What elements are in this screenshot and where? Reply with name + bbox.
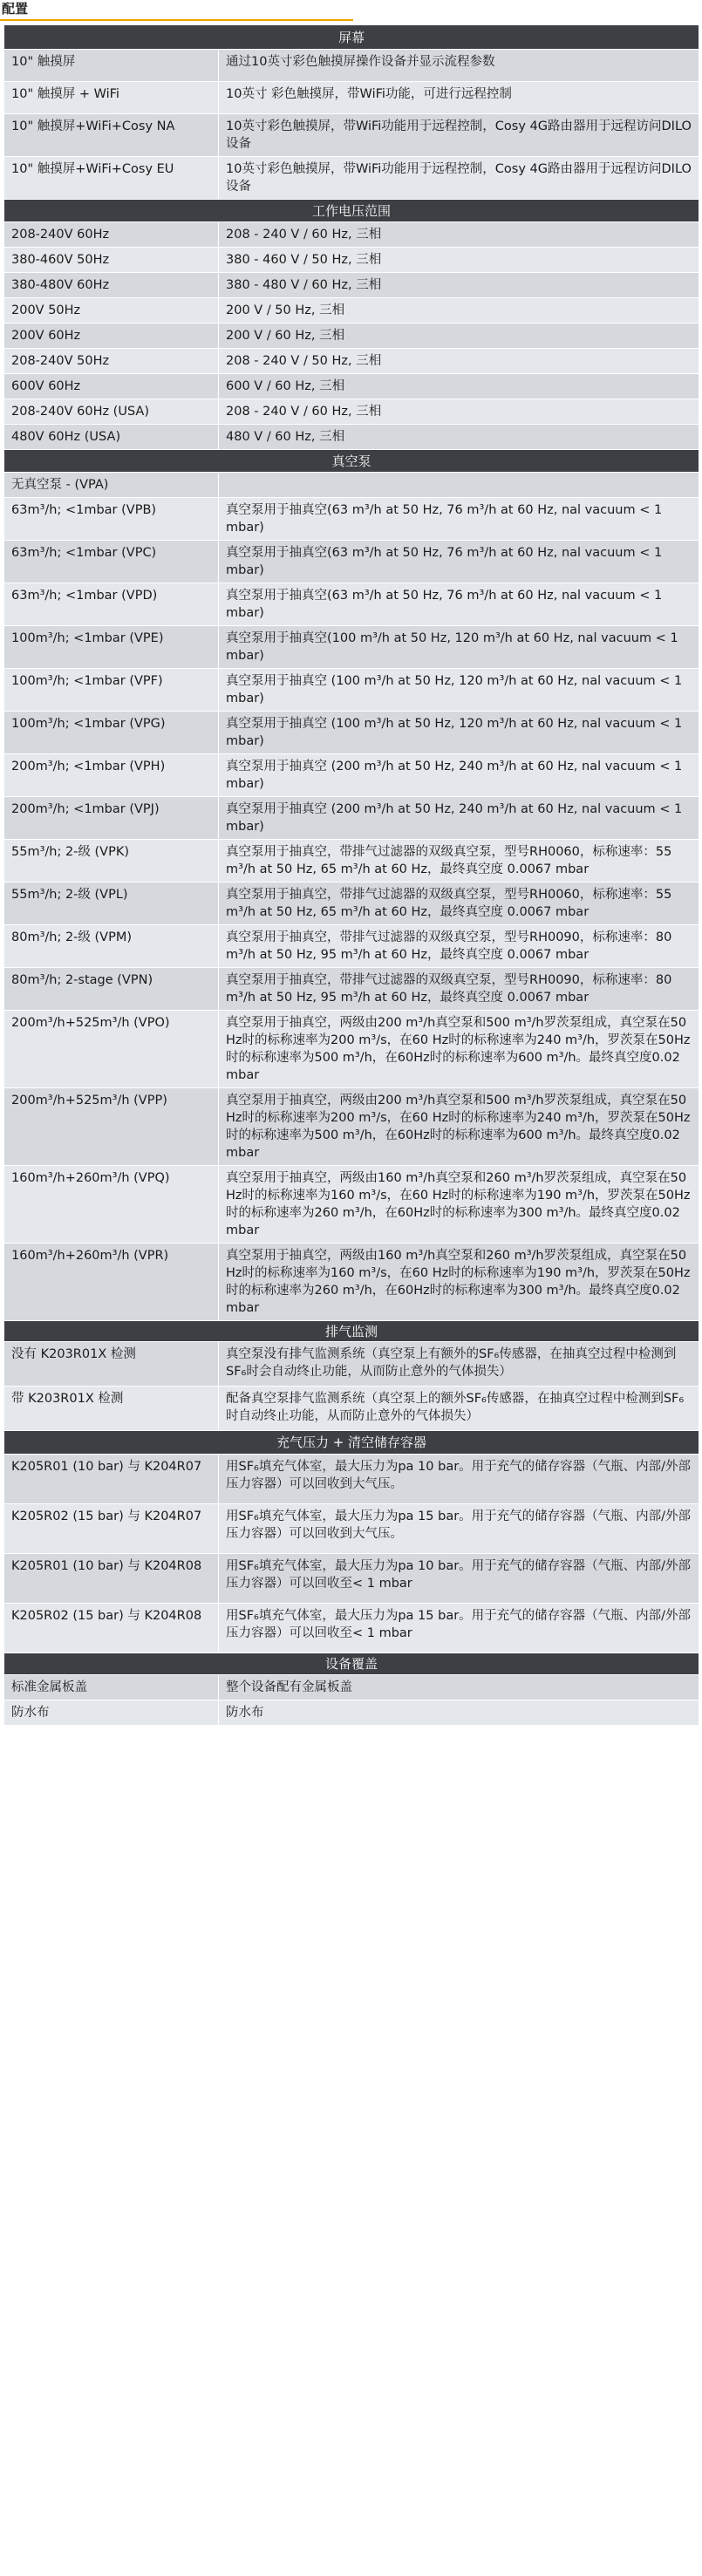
option-description-cell: 10英寸彩色触摸屏，带WiFi功能用于远程控制，Cosy 4G路由器用于远程访问DILO设备 — [219, 157, 699, 200]
option-name-cell: 380-480V 60Hz — [4, 273, 219, 298]
option-description-cell: 480 V / 60 Hz, 三相 — [219, 425, 699, 450]
section-header — [4, 1653, 699, 1675]
table-row — [4, 298, 699, 324]
option-name-cell: 80m³/h; 2-stage (VPN) — [4, 968, 219, 1011]
option-name-cell: 55m³/h; 2-级 (VPL) — [4, 883, 219, 925]
option-name-cell: 10" 触摸屏 + WiFi — [4, 82, 219, 114]
option-description-cell: 200 V / 60 Hz, 三相 — [219, 324, 699, 349]
option-name-cell: 200m³/h+525m³/h (VPP) — [4, 1088, 219, 1166]
option-description-cell: 真空泵用于抽真空 (200 m³/h at 50 Hz, 240 m³/h at 60 Hz, nal vacuum < 1 mbar) — [219, 797, 699, 840]
option-name-cell: 200V 50Hz — [4, 298, 219, 324]
table-row — [4, 374, 699, 399]
table-row — [4, 1244, 699, 1321]
table-row — [4, 669, 699, 712]
option-name-cell: 63m³/h; <1mbar (VPC) — [4, 541, 219, 583]
table-row — [4, 925, 699, 968]
option-description-cell: 用SF₆填充气体室，最大压力为pa 10 bar。用于充气的储存容器（气瓶、内部/外部压力容器）可以回收至< 1 mbar — [219, 1554, 699, 1604]
table-row — [4, 968, 699, 1011]
section-header — [4, 450, 699, 473]
section-title: 充气压力 + 清空储存容器 — [4, 1431, 699, 1455]
table-row — [4, 712, 699, 754]
option-description-cell: 380 - 460 V / 50 Hz, 三相 — [219, 248, 699, 273]
table-row — [4, 1700, 699, 1726]
table-row — [4, 1554, 699, 1604]
table-row — [4, 82, 699, 114]
option-name-cell: K205R02 (15 bar) 与 K204R08 — [4, 1604, 219, 1653]
option-name-cell: 63m³/h; <1mbar (VPB) — [4, 498, 219, 541]
table-row — [4, 425, 699, 450]
option-description-cell: 真空泵用于抽真空 (100 m³/h at 50 Hz, 120 m³/h at 60 Hz, nal vacuum < 1 mbar) — [219, 712, 699, 754]
option-name-cell: 208-240V 60Hz (USA) — [4, 399, 219, 425]
table-row — [4, 1342, 699, 1387]
table-row — [4, 114, 699, 157]
table-row — [4, 1387, 699, 1431]
table-row — [4, 248, 699, 273]
option-name-cell: 10" 触摸屏+WiFi+Cosy EU — [4, 157, 219, 200]
option-description-cell: 整个设备配有金属板盖 — [219, 1675, 699, 1700]
option-name-cell: K205R01 (10 bar) 与 K204R07 — [4, 1455, 219, 1504]
table-row — [4, 324, 699, 349]
table-row — [4, 1455, 699, 1504]
option-name-cell: 100m³/h; <1mbar (VPE) — [4, 626, 219, 669]
option-description-cell: 配备真空泵排气监测系统（真空泵上的额外SF₆传感器，在抽真空过程中检测到SF₆时自动终止功能，从而防止意外的气体损失） — [219, 1387, 699, 1431]
option-description-cell: 真空泵用于抽真空，带排气过滤器的双级真空泵，型号RH0060，标称速率：55 m³/h at 50 Hz, 65 m³/h at 60 Hz，最终真空度 0.0067 mbar — [219, 840, 699, 883]
option-name-cell: 600V 60Hz — [4, 374, 219, 399]
option-description-cell: 真空泵用于抽真空，两级由160 m³/h真空泵和260 m³/h罗茨泵组成，真空泵在50 Hz时的标称速率为160 m³/s，在60 Hz时的标称速率为190 m³/h，罗茨泵在50Hz时的标称速率为260 m³/h，在60Hz时的标称速率为300 m³/h。最终真空度0.02 mbar — [219, 1166, 699, 1244]
option-description-cell: 通过10英寸彩色触摸屏操作设备并显示流程参数 — [219, 50, 699, 82]
option-description-cell: 10英寸彩色触摸屏，带WiFi功能用于远程控制，Cosy 4G路由器用于远程访问DILO设备 — [219, 114, 699, 157]
option-name-cell: 63m³/h; <1mbar (VPD) — [4, 583, 219, 626]
option-name-cell: 208-240V 50Hz — [4, 349, 219, 374]
table-row — [4, 1675, 699, 1700]
option-description-cell: 200 V / 50 Hz, 三相 — [219, 298, 699, 324]
section-title: 设备覆盖 — [4, 1653, 699, 1675]
option-description-cell: 208 - 240 V / 60 Hz, 三相 — [219, 399, 699, 425]
table-row — [4, 222, 699, 248]
option-description-cell: 10英寸 彩色触摸屏，带WiFi功能，可进行远程控制 — [219, 82, 699, 114]
option-description-cell: 600 V / 60 Hz, 三相 — [219, 374, 699, 399]
option-description-cell: 208 - 240 V / 60 Hz, 三相 — [219, 222, 699, 248]
table-row — [4, 541, 699, 583]
option-description-cell: 真空泵用于抽真空 (100 m³/h at 50 Hz, 120 m³/h at 60 Hz, nal vacuum < 1 mbar) — [219, 669, 699, 712]
option-description-cell: 防水布 — [219, 1700, 699, 1726]
option-description-cell: 用SF₆填充气体室，最大压力为pa 15 bar。用于充气的储存容器（气瓶、内部/外部压力容器）可以回收到大气压。 — [219, 1504, 699, 1554]
option-name-cell: 无真空泵 - (VPA) — [4, 473, 219, 498]
title-underline — [0, 19, 353, 21]
option-name-cell: 10" 触摸屏 — [4, 50, 219, 82]
table-row — [4, 583, 699, 626]
option-description-cell: 真空泵用于抽真空，带排气过滤器的双级真空泵，型号RH0060，标称速率：55 m³/h at 50 Hz, 65 m³/h at 60 Hz，最终真空度 0.0067 mbar — [219, 883, 699, 925]
option-name-cell: 带 K203R01X 检测 — [4, 1387, 219, 1431]
section-header — [4, 1431, 699, 1455]
option-description-cell: 真空泵用于抽真空，两级由200 m³/h真空泵和500 m³/h罗茨泵组成，真空泵在50 Hz时的标称速率为200 m³/s，在60 Hz时的标称速率为240 m³/h，罗茨泵在50Hz时的标称速率为500 m³/h，在60Hz时的标称速率为600 m³/h。最终真空度0.02 mbar — [219, 1088, 699, 1166]
section-title: 工作电压范围 — [4, 200, 699, 222]
option-name-cell: 80m³/h; 2-级 (VPM) — [4, 925, 219, 968]
option-description-cell: 真空泵没有排气监测系统（真空泵上有额外的SF₆传感器，在抽真空过程中检测到SF₆时会自动终止功能，从而防止意外的气体损失） — [219, 1342, 699, 1387]
option-name-cell: K205R02 (15 bar) 与 K204R07 — [4, 1504, 219, 1554]
table-row — [4, 399, 699, 425]
option-description-cell: 真空泵用于抽真空，带排气过滤器的双级真空泵，型号RH0090，标称速率：80 m³/h at 50 Hz, 95 m³/h at 60 Hz，最终真空度 0.0067 mbar — [219, 925, 699, 968]
table-row — [4, 157, 699, 200]
table-row — [4, 273, 699, 298]
option-name-cell: K205R01 (10 bar) 与 K204R08 — [4, 1554, 219, 1604]
option-name-cell: 200m³/h+525m³/h (VPO) — [4, 1011, 219, 1088]
option-description-cell: 真空泵用于抽真空，两级由160 m³/h真空泵和260 m³/h罗茨泵组成，真空泵在50 Hz时的标称速率为160 m³/s，在60 Hz时的标称速率为190 m³/h，罗茨泵在50Hz时的标称速率为260 m³/h，在60Hz时的标称速率为300 m³/h。最终真空度0.02 mbar — [219, 1244, 699, 1321]
option-name-cell: 100m³/h; <1mbar (VPG) — [4, 712, 219, 754]
option-name-cell: 没有 K203R01X 检测 — [4, 1342, 219, 1387]
section-title: 真空泵 — [4, 450, 699, 473]
page-title: 配置 — [2, 1, 29, 17]
option-description-cell: 真空泵用于抽真空，带排气过滤器的双级真空泵，型号RH0090，标称速率：80 m³/h at 50 Hz, 95 m³/h at 60 Hz，最终真空度 0.0067 mbar — [219, 968, 699, 1011]
table-row — [4, 1011, 699, 1088]
option-description-cell: 真空泵用于抽真空(63 m³/h at 50 Hz, 76 m³/h at 60 Hz, nal vacuum < 1 mbar) — [219, 583, 699, 626]
table-row — [4, 498, 699, 541]
table-row — [4, 473, 699, 498]
table-row — [4, 626, 699, 669]
option-description-cell: 真空泵用于抽真空(100 m³/h at 50 Hz, 120 m³/h at 60 Hz, nal vacuum < 1 mbar) — [219, 626, 699, 669]
option-name-cell: 100m³/h; <1mbar (VPF) — [4, 669, 219, 712]
table-row — [4, 1088, 699, 1166]
option-name-cell: 200m³/h; <1mbar (VPH) — [4, 754, 219, 797]
option-name-cell: 55m³/h; 2-级 (VPK) — [4, 840, 219, 883]
option-name-cell: 380-460V 50Hz — [4, 248, 219, 273]
config-table — [3, 24, 699, 1726]
option-name-cell: 200m³/h; <1mbar (VPJ) — [4, 797, 219, 840]
section-header — [4, 200, 699, 222]
table-row — [4, 1604, 699, 1653]
table-row — [4, 840, 699, 883]
option-description-cell: 真空泵用于抽真空 (200 m³/h at 50 Hz, 240 m³/h at 60 Hz, nal vacuum < 1 mbar) — [219, 754, 699, 797]
section-title: 屏幕 — [4, 25, 699, 50]
section-title: 排气监测 — [4, 1321, 699, 1342]
option-name-cell: 160m³/h+260m³/h (VPR) — [4, 1244, 219, 1321]
option-name-cell: 160m³/h+260m³/h (VPQ) — [4, 1166, 219, 1244]
option-description-cell: 380 - 480 V / 60 Hz, 三相 — [219, 273, 699, 298]
section-header — [4, 25, 699, 50]
option-description-cell: 真空泵用于抽真空，两级由200 m³/h真空泵和500 m³/h罗茨泵组成，真空泵在50 Hz时的标称速率为200 m³/s，在60 Hz时的标称速率为240 m³/h，罗茨泵在50Hz时的标称速率为500 m³/h，在60Hz时的标称速率为600 m³/h。最终真空度0.02 mbar — [219, 1011, 699, 1088]
option-name-cell: 标准金属板盖 — [4, 1675, 219, 1700]
section-header — [4, 1321, 699, 1342]
option-name-cell: 10" 触摸屏+WiFi+Cosy NA — [4, 114, 219, 157]
option-description-cell: 用SF₆填充气体室，最大压力为pa 15 bar。用于充气的储存容器（气瓶、内部/外部压力容器）可以回收至< 1 mbar — [219, 1604, 699, 1653]
table-row — [4, 754, 699, 797]
option-name-cell: 480V 60Hz (USA) — [4, 425, 219, 450]
table-row — [4, 50, 699, 82]
option-description-cell: 真空泵用于抽真空(63 m³/h at 50 Hz, 76 m³/h at 60 Hz, nal vacuum < 1 mbar) — [219, 498, 699, 541]
option-description-cell: 真空泵用于抽真空(63 m³/h at 50 Hz, 76 m³/h at 60 Hz, nal vacuum < 1 mbar) — [219, 541, 699, 583]
option-description-cell: 208 - 240 V / 50 Hz, 三相 — [219, 349, 699, 374]
option-name-cell: 200V 60Hz — [4, 324, 219, 349]
table-row — [4, 797, 699, 840]
option-name-cell: 防水布 — [4, 1700, 219, 1726]
table-row — [4, 883, 699, 925]
option-description-cell — [219, 473, 699, 498]
option-description-cell: 用SF₆填充气体室，最大压力为pa 10 bar。用于充气的储存容器（气瓶、内部/外部压力容器）可以回收到大气压。 — [219, 1455, 699, 1504]
table-row — [4, 1166, 699, 1244]
option-name-cell: 208-240V 60Hz — [4, 222, 219, 248]
table-row — [4, 349, 699, 374]
table-row — [4, 1504, 699, 1554]
